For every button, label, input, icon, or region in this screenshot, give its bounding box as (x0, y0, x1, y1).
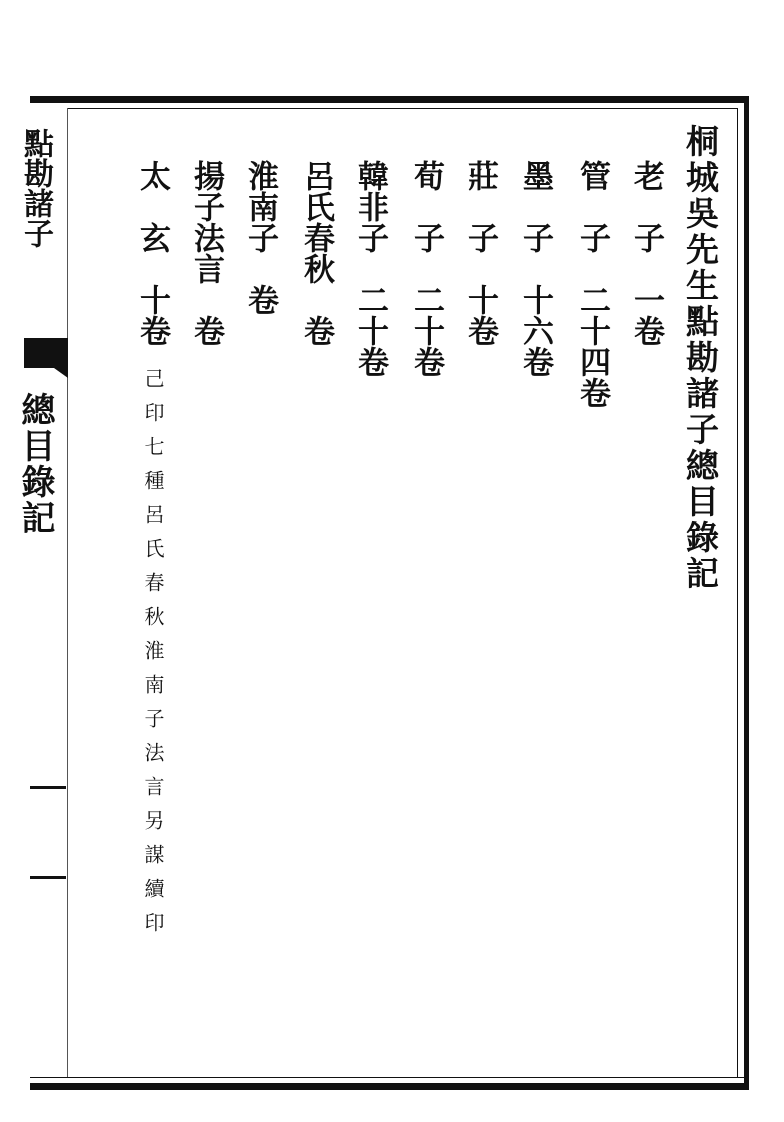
entry-name: 管 子 (574, 160, 610, 253)
entry-count: 十卷 (462, 284, 498, 346)
bottom-border-thick (30, 1083, 748, 1090)
entry-name: 揚子法言 (188, 160, 224, 284)
entry-name: 老 子 (628, 160, 664, 253)
entry-huainanzi (242, 160, 278, 315)
entry-count: 二十卷 (408, 284, 444, 377)
page-title: 桐城吳先生點勘諸子總目錄記 (681, 124, 720, 592)
margin-page-number (30, 780, 66, 890)
center-fold-line (67, 108, 68, 1077)
entry-name: 淮南子 (242, 160, 278, 253)
entry-hanfeizi (352, 160, 388, 377)
entry-name: 韓非子 (352, 160, 388, 253)
page-number-stroke-2 (30, 876, 66, 879)
top-border-thick (30, 96, 748, 103)
entry-count: 卷 (242, 284, 278, 315)
top-border-thin (68, 108, 738, 109)
right-border-thick (744, 96, 749, 1090)
entry-guanzi (574, 160, 610, 408)
entry-count: 一卷 (628, 284, 664, 346)
entry-zhuangzi (462, 160, 498, 346)
entry-name: 莊 子 (462, 160, 498, 253)
entry-count: 卷 (298, 315, 334, 346)
entry-lushi-chunqiu (298, 160, 334, 346)
page-number-stroke-1 (30, 786, 66, 789)
entry-count: 二十四卷 (574, 284, 610, 408)
entry-taixuan (134, 160, 170, 346)
entry-xunzi (408, 160, 444, 377)
entry-name: 呂氏春秋 (298, 160, 334, 284)
entry-yangzi-fayan (188, 160, 224, 346)
entry-mozi (517, 160, 553, 377)
entry-name: 太 玄 (134, 160, 170, 253)
entry-count: 二十卷 (352, 284, 388, 377)
entry-name: 荀 子 (408, 160, 444, 253)
entry-name: 墨 子 (517, 160, 553, 253)
entry-count: 十六卷 (517, 284, 553, 377)
right-border-thin (737, 108, 738, 1077)
entry-count: 十卷 (134, 284, 170, 346)
bottom-border-thin (30, 1077, 748, 1078)
margin-book-title: 點勘諸子 (18, 128, 53, 248)
fish-tail-mark-icon (24, 338, 68, 378)
entry-laozi (628, 160, 664, 346)
printing-note: 己印七種呂氏春秋淮南子法言另謀續印 (141, 368, 165, 946)
entry-count: 卷 (188, 315, 224, 346)
margin-section-title: 總目錄記 (15, 392, 55, 536)
